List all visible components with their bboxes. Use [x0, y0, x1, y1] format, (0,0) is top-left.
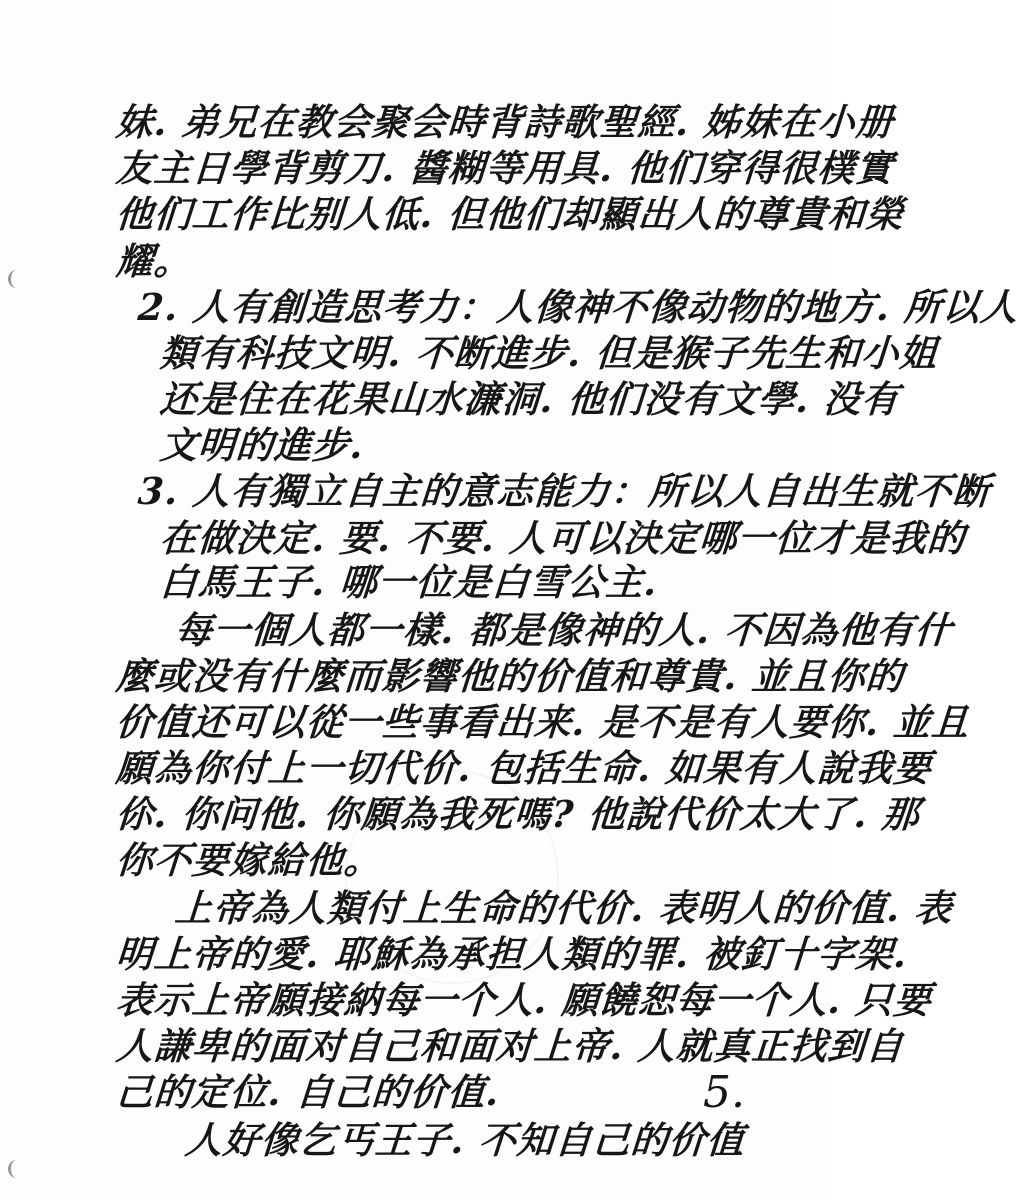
- text-line: 你不要嫁給他。: [114, 838, 384, 882]
- text-line: 人謙卑的面对自己和面对上帝. 人就真正找到自: [114, 1024, 906, 1068]
- text-line: 还是住在花果山水濂洞. 他们没有文學. 没有: [158, 377, 902, 421]
- text-line: 願為你付上一切代价. 包括生命. 如果有人說我要: [114, 746, 934, 790]
- text-line: 耀。: [114, 239, 194, 283]
- text-line: 他们工作比别人低. 但他们却顯出人的尊貴和榮: [114, 192, 906, 236]
- page-number: 5.: [703, 1067, 745, 1118]
- text-line: 妹. 弟兄在教会聚会時背詩歌聖經. 姊妹在小册: [114, 100, 896, 144]
- text-line: 价值还可以從一些事看出来. 是不是有人要你. 並且: [114, 700, 972, 744]
- text-line: 類有科技文明. 不断進步. 但是猴子先生和小姐: [158, 331, 940, 375]
- text-line: 2. 人有創造思考力：人像神不像动物的地方. 所以人: [136, 285, 1020, 329]
- text-line: 人好像乞丐王子. 不知自己的价值: [183, 1118, 747, 1162]
- text-line: 每一個人都一樣. 都是像神的人. 不因為他有什: [173, 608, 955, 652]
- text-line: 文明的進步.: [158, 423, 366, 467]
- text-line: 表示上帝願接納每一个人. 願饒恕每一个人. 只要: [114, 978, 934, 1022]
- text-line: 明上帝的愛. 耶穌為承担人類的罪. 被釘十字架.: [114, 932, 909, 976]
- left-edge-mark: [8, 270, 25, 288]
- left-edge-mark: [8, 1160, 25, 1178]
- text-line: 在做決定. 要. 不要. 人可以決定哪一位才是我的: [158, 516, 967, 560]
- text-line: 3. 人有獨立自主的意志能力：所以人自出生就不断: [136, 469, 993, 513]
- text-line: 白馬王子. 哪一位是白雪公主.: [158, 560, 660, 604]
- text-line: 上帝為人類付上生命的代价. 表明人的价值. 表: [173, 886, 955, 930]
- text-line: 己的定位. 自己的价值.: [114, 1070, 502, 1114]
- text-line: 伱. 你问他. 你願為我死嗎? 他說代价太大了. 那: [114, 792, 922, 836]
- text-line: 麼或没有什麼而影響他的价值和尊貴. 並且你的: [114, 654, 906, 698]
- text-line: 友主日學背剪刀. 醬糊等用具. 他们穿得很樸實: [114, 146, 896, 190]
